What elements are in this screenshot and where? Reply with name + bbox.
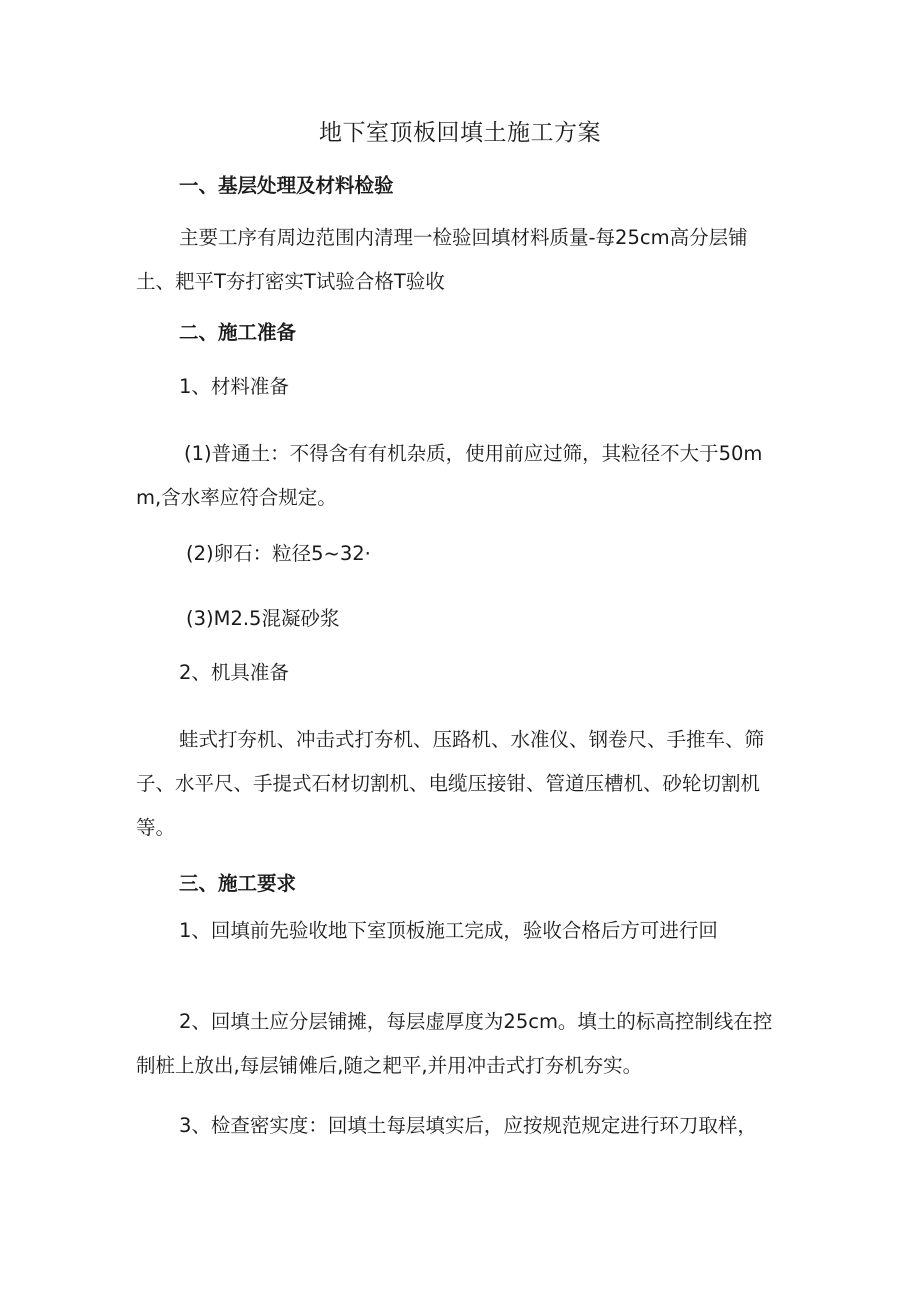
material-item-3: (3)M2.5混凝砂浆 (186, 607, 340, 630)
section-1-text: 主要工序有周边范围内清理一检验回填材料质量-每25cm高分层铺土、耙平T夯打密实T试验合格T验收 (136, 226, 748, 293)
tools-list: 蛙式打夯机、冲击式打夯机、压路机、水准仪、钢卷尺、手推车、筛子、水平尺、手提式石材切割机、电缆压接钳、管道压槽机、砂轮切割机等。 (136, 728, 765, 839)
requirement-3: 3、检查密实度：回填土每层填实后，应按规范规定进行环刀取样， (179, 1114, 757, 1137)
section-heading-3: 三、施工要求 (179, 872, 297, 895)
section-heading-2: 二、施工准备 (179, 321, 297, 344)
document-title: 地下室顶板回填土施工方案 (319, 120, 601, 146)
material-item-2: (2)卵石：粒径5~32· (186, 542, 371, 565)
subsection-tools: 2、机具准备 (179, 661, 289, 684)
requirement-1: 1、回填前先验收地下室顶板施工完成，验收合格后方可进行回 (179, 919, 718, 942)
section-heading-1: 一、基层处理及材料检验 (179, 174, 394, 197)
requirement-2: 2、回填土应分层铺摊，每层虚厚度为25cm。填土的标高控制线在控制桩上放出,每层铺傩后,随之耙平,并用冲击式打夯机夯实。 (136, 1010, 773, 1077)
subsection-materials: 1、材料准备 (179, 375, 289, 398)
material-item-1: (1)普通土：不得含有有机杂质，使用前应过筛，其粒径不大于50mm,含水率应符合规定。 (136, 442, 763, 509)
